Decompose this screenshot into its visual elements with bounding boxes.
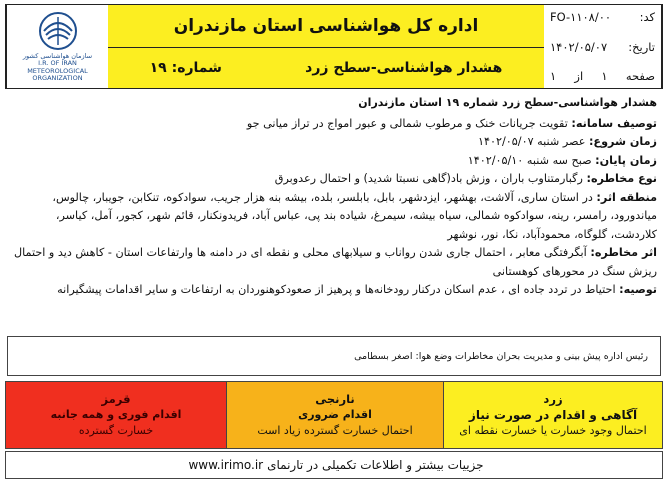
title-box <box>108 5 544 88</box>
logo-text-en-3: ORGANIZATION <box>32 74 83 82</box>
start-label: زمان شروع: <box>588 135 657 148</box>
header <box>5 4 663 89</box>
date-label: تاریخ: <box>628 39 655 54</box>
legend-orange <box>226 382 443 448</box>
legend-red-title: قرمز <box>101 392 131 406</box>
page-label: صفحه <box>625 69 655 83</box>
meta-page-row <box>550 69 655 83</box>
effect-label: اثر مخاطره: <box>590 246 657 259</box>
desc-text: تقویت جریانات خنک و مرطوب شمالی و عبور امواج در تراز میانی جو <box>246 116 572 130</box>
date-value: ۱۴۰۲/۰۵/۰۷ <box>550 39 608 54</box>
legend-yellow <box>443 382 662 448</box>
legend-yellow-subtitle: آگاهی و اقدام در صورت نیاز <box>468 408 638 422</box>
start-text: عصر شنبه ۱۴۰۲/۰۵/۰۷ <box>477 135 589 148</box>
page-of: از <box>574 69 584 83</box>
chief-box <box>7 336 661 376</box>
footer-text: جزییات بیشتر و اطلاعات تکمیلی در تارنمای <box>267 458 484 472</box>
page-total: ۱ <box>550 69 557 83</box>
start-line <box>11 133 657 152</box>
logo-box <box>6 5 108 88</box>
footer <box>5 451 663 479</box>
body-heading: هشدار هواشناسی-سطح زرد شماره ۱۹ استان مازندران <box>358 96 657 109</box>
area-line <box>11 189 657 245</box>
legend-red-subtitle: اقدام فوری و همه جانبه <box>50 408 182 421</box>
org-title: اداره کل هواشناسی استان مازندران <box>108 5 544 48</box>
logo-text-en-2: METEOROLOGICAL <box>27 66 88 75</box>
hazard-text: رگبارمتناوب باران ، وزش باد(گاهی نسبتا شدید) و احتمال رعدوبرق <box>274 172 587 185</box>
website-link[interactable]: www.irimo.ir <box>188 458 264 472</box>
legend-red <box>6 382 226 448</box>
end-line <box>11 152 657 171</box>
end-label: زمان پایان: <box>595 153 657 167</box>
logo-text-en-1: I.R. OF IRAN <box>38 59 77 67</box>
warning-title-row <box>108 48 544 88</box>
area-text: در استان ساری، آلاشت، بهشهر، ایزدشهر، بابل، بابلسر، بلده، بیشه بنه هزار جریب، سوادکوه، تنکابن، جویبار، چالوس، میاندورود، رامسر، رینه، سوادکوه شمالی، سیاه بیشه، سیمرغ، شیاده بند پی، عباس آباد، فریدونکنار، قائم شهر، کجور، آمل، کیاسر، کلاردشت، گلوگاه، محمودآباد، نکا، نور، نوشهر <box>52 190 657 241</box>
hazard-line <box>11 170 657 189</box>
code-label: کد: <box>639 10 655 24</box>
page-num: ۱ <box>601 69 608 83</box>
advice-line <box>11 281 657 300</box>
end-text: صبح سه شنبه ۱۴۰۲/۰۵/۱۰ <box>467 153 596 167</box>
logo-text <box>13 53 103 83</box>
logo-text-fa: سازمان هواشناسی کشور <box>22 51 93 60</box>
meta-date-row <box>550 40 655 54</box>
legend-orange-desc: احتمال خسارت گسترده زیاد است <box>257 424 413 437</box>
desc-line <box>11 115 657 134</box>
meta-box <box>544 5 662 88</box>
warning-title: هشدار هواشناسی-سطح زرد <box>305 60 503 76</box>
code-value: FO-۱۱۰۸/۰۰ <box>550 10 612 24</box>
meteorological-organization-logo <box>36 11 80 51</box>
legend-yellow-title: زرد <box>543 392 563 406</box>
legend-orange-subtitle: اقدام ضروری <box>298 408 372 421</box>
chief-text: رئیس اداره پیش بینی و مدیریت بحران مخاطرات وضع هوا: اصغر بسطامی <box>354 350 648 362</box>
legend-red-desc: خسارت گسترده <box>78 424 154 437</box>
legend-yellow-desc: احتمال وجود خسارت یا خسارت نقطه ای <box>459 424 647 437</box>
effect-text: آبگرفتگی معابر ، احتمال جاری شدن رواناب و سیلابهای محلی و نقطه ای در دامنه ها وارتفاعات استان - کاهش دید و احتمال ریزش سنگ در محورهای کوهستانی <box>13 246 657 278</box>
advice-label: توصیه: <box>619 283 657 296</box>
desc-label: توصیف سامانه: <box>571 116 657 130</box>
legend-orange-title: نارنجی <box>315 392 355 406</box>
advice-text: احتیاط در تردد جاده ای ، عدم اسکان درکنار رودخانه‌ها و پرهیز از صعودکوهنوردان به ارتفاعات و سایر اقدامات پیشگیرانه <box>57 283 620 296</box>
warning-number: شماره: ۱۹ <box>149 60 222 76</box>
area-label: منطقه اثر: <box>596 190 657 204</box>
warning-body <box>5 94 663 300</box>
effect-line <box>11 244 657 281</box>
meta-code-row <box>550 10 655 24</box>
hazard-label: نوع مخاطره: <box>586 172 657 185</box>
warning-level-legend <box>5 381 663 449</box>
